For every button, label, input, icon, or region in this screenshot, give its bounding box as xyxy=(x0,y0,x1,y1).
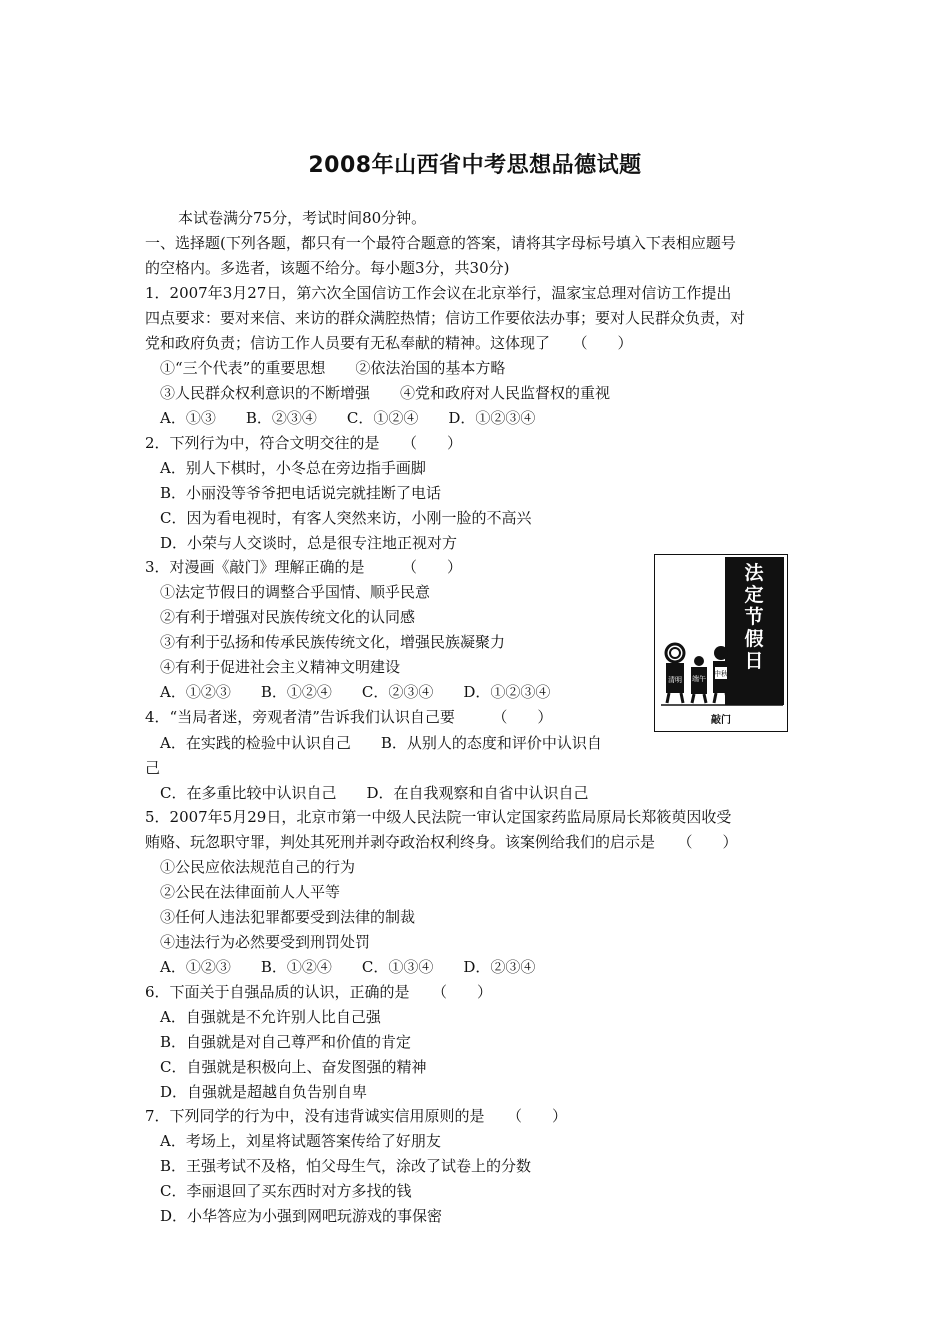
q5-item: ③任何人违法犯罪都要受到法律的制裁 xyxy=(160,908,416,926)
q6-option: A．自强就是不允许别人比自己强 xyxy=(160,1008,381,1026)
q2-stem: 2．下列行为中，符合文明交往的是 （ ） xyxy=(145,434,463,452)
knocking-door-cartoon xyxy=(654,554,788,732)
q2-option: C．因为看电视时，有客人突然来访，小刚一脸的不高兴 xyxy=(160,509,532,527)
q3-item: ①法定节假日的调整合乎国情、顺乎民意 xyxy=(160,583,431,601)
q3-item: ③有利于弘扬和传承民族传统文化，增强民族凝聚力 xyxy=(160,633,506,651)
q7-option: C．李丽退回了买东西时对方多找的钱 xyxy=(160,1182,412,1200)
q1-options: A．①③ B．②③④ C．①②④ D．①②③④ xyxy=(160,409,536,427)
q2-option: B．小丽没等爷爷把电话说完就挂断了电话 xyxy=(160,484,442,502)
svg-text:清明: 清明 xyxy=(668,676,682,684)
cartoon-caption: 敲门 xyxy=(711,715,731,726)
q5-item: ④违法行为必然要受到刑罚处罚 xyxy=(160,933,371,951)
q6-stem: 6．下面关于自强品质的认识，正确的是 （ ） xyxy=(145,983,493,1001)
q3-stem: 3．对漫画《敲门》理解正确的是 （ ） xyxy=(145,558,463,576)
q4-stem: 4．“当局者迷，旁观者清”告诉我们认识自己要 （ ） xyxy=(145,708,553,726)
q1-stem: 四点要求：要对来信、来访的群众满腔热情；信访工作要依法办事；要对人民群众负责，对 xyxy=(145,309,746,327)
q1-item: ①“三个代表”的重要思想 ②依法治国的基本方略 xyxy=(160,359,506,377)
section-heading-cont: 的空格内。多选者，该题不给分。每小题3分，共30分) xyxy=(145,259,510,277)
q3-item: ④有利于促进社会主义精神文明建设 xyxy=(160,658,401,676)
intro-text: 本试卷满分75分，考试时间80分钟。 xyxy=(178,209,427,227)
svg-text:中秋: 中秋 xyxy=(714,670,728,678)
q4-options-wrap: 己 xyxy=(145,759,161,777)
q7-option: A．考场上，刘星将试题答案传给了好朋友 xyxy=(160,1132,441,1150)
door-label: 法定节假日 xyxy=(744,562,764,672)
q1-stem: 党和政府负责；信访工作人员要有无私奉献的精神。这体现了 （ ） xyxy=(145,334,633,352)
q5-item: ②公民在法律面前人人平等 xyxy=(160,883,341,901)
q5-stem: 贿赂、玩忽职守罪，判处其死刑并剥夺政治权利终身。该案例给我们的启示是 （ ） xyxy=(145,833,738,851)
q2-option: A．别人下棋时，小冬总在旁边指手画脚 xyxy=(160,459,426,477)
cartoon-drawing xyxy=(655,555,786,730)
q3-options: A．①②③ B．①②④ C．②③④ D．①②③④ xyxy=(160,683,551,701)
q7-stem: 7．下列同学的行为中，没有违背诚实信用原则的是 （ ） xyxy=(145,1107,568,1125)
svg-text:端午: 端午 xyxy=(692,675,706,683)
q7-option: D．小华答应为小强到网吧玩游戏的事保密 xyxy=(160,1207,443,1225)
q6-option: B．自强就是对自己尊严和价值的肯定 xyxy=(160,1033,412,1051)
q6-option: D．自强就是超越自负告别自卑 xyxy=(160,1083,368,1101)
q7-option: B．王强考试不及格，怕父母生气，涂改了试卷上的分数 xyxy=(160,1157,532,1175)
q5-item: ①公民应依法规范自己的行为 xyxy=(160,858,356,876)
section-heading: 一、选择题(下列各题，都只有一个最符合题意的答案，请将其字母标号填入下表相应题号 xyxy=(145,234,736,252)
q1-stem: 1．2007年3月27日，第六次全国信访工作会议在北京举行，温家宝总理对信访工作提出 xyxy=(145,284,732,302)
q4-options-ab: A．在实践的检验中认识自己 B．从别人的态度和评价中认识自 xyxy=(160,734,602,752)
q4-options-cd: C．在多重比较中认识自己 D．在自我观察和自省中认识自己 xyxy=(160,784,589,802)
q5-stem: 5．2007年5月29日，北京市第一中级人民法院一审认定国家药监局原局长郑筱萸因收受 xyxy=(145,808,732,826)
q5-options: A．①②③ B．①②④ C．①③④ D．②③④ xyxy=(160,958,536,976)
q1-item: ③人民群众权利意识的不断增强 ④党和政府对人民监督权的重视 xyxy=(160,384,611,402)
exam-title: 2008年山西省中考思想品德试题 xyxy=(308,153,642,178)
q6-option: C．自强就是积极向上、奋发图强的精神 xyxy=(160,1058,427,1076)
q2-option: D．小荣与人交谈时，总是很专注地正视对方 xyxy=(160,534,458,552)
q3-item: ②有利于增强对民族传统文化的认同感 xyxy=(160,608,416,626)
